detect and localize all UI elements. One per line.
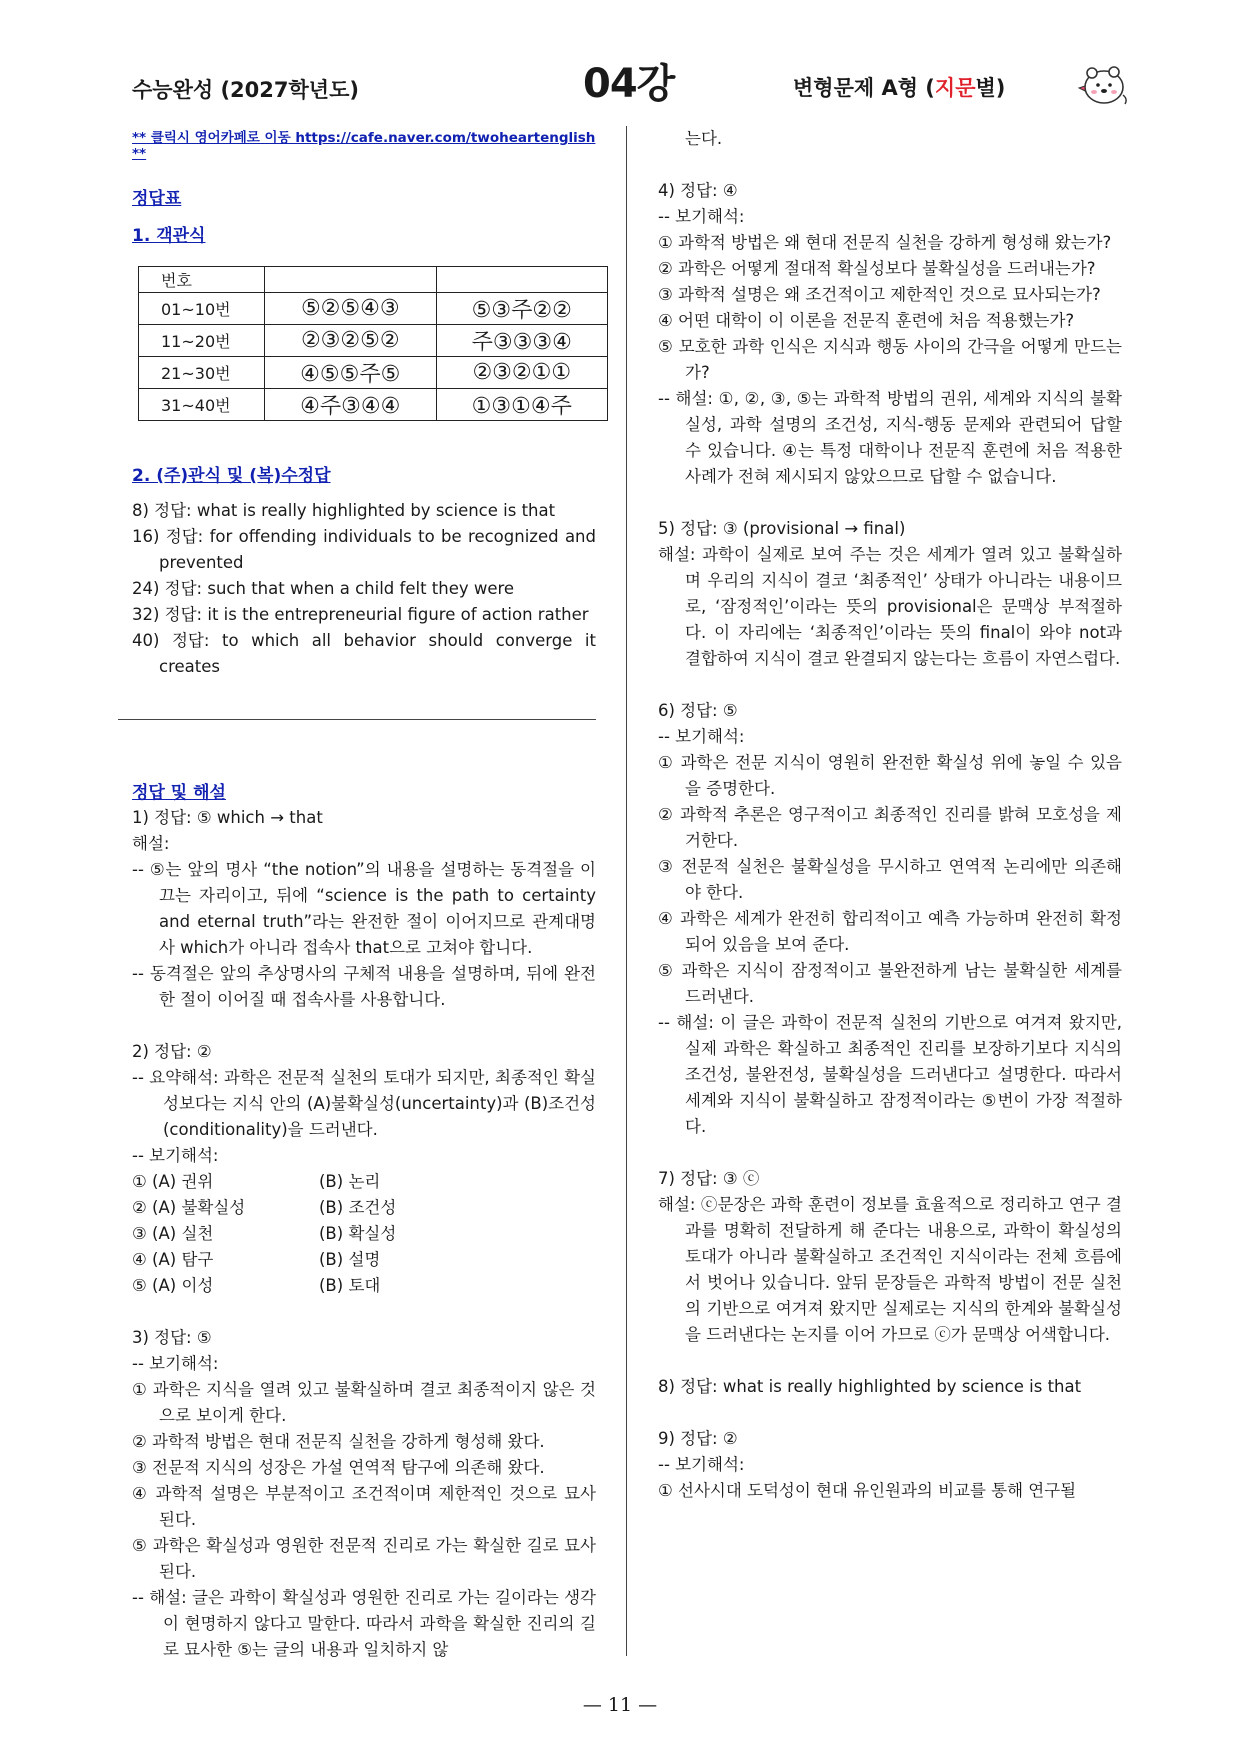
q3-option: ② 과학적 방법은 현대 전문직 실천을 강하게 형성해 왔다. bbox=[132, 1432, 545, 1451]
q2-option: ④ (A) 탐구 (B) 설명 bbox=[132, 1250, 381, 1269]
subjective-section-title: 2. (주)관식 및 (복)수정답 bbox=[132, 466, 331, 486]
q6-option: ④ 과학은 세계가 완전히 합리적이고 예측 가능하며 완전히 확정되어 있음을 보여 준다. bbox=[658, 909, 1122, 954]
left-column bbox=[132, 126, 596, 1663]
q6-answer: 6) 정답: ⑤ bbox=[658, 701, 738, 720]
explanations-title: 정답 및 해설 bbox=[132, 783, 226, 803]
q1-explain: -- ⑤는 앞의 명사 “the notion”의 내용을 설명하는 동격절을 이끄는 자리이고, 뒤에 “science is the path to certainty and eternal truth”라는 완전한 절이 이어지므로 관계대명사 which가 아니라 접속사 that으로 고쳐야 합니다. bbox=[132, 860, 596, 957]
subjective-answer: 16) 정답: for offending individuals to be recognized and prevented bbox=[132, 527, 596, 572]
bear-mascot-icon bbox=[1076, 62, 1130, 108]
answer-table-title: 정답표 bbox=[132, 189, 182, 209]
q3-explain: -- 해설: 글은 과학이 확실성과 영원한 진리로 가는 길이라는 생각이 현명하지 않다고 말한다. 따라서 과학을 확실한 진리의 길로 묘사한 ⑤는 글의 내용과 일치하지 않 bbox=[132, 1588, 596, 1659]
q5-answer: 5) 정답: ③ (provisional → final) bbox=[658, 519, 906, 538]
right-column bbox=[658, 126, 1122, 1504]
q4-option: ① 과학적 방법은 왜 현대 전문직 실천을 강하게 형성해 왔는가? bbox=[658, 233, 1112, 252]
q6-option: ⑤ 과학은 지식이 잠정적이고 불완전하게 남는 불확실한 세계를 드러낸다. bbox=[658, 961, 1122, 1006]
cafe-link[interactable]: ** 클릭시 영어카페로 이동 https://cafe.naver.com/twoheartenglish ** bbox=[132, 130, 596, 162]
table-row: 21~30번 ④⑤⑤주⑤ ②③②①① bbox=[139, 357, 608, 389]
table-row: 11~20번 ②③②⑤② 주③③③④ bbox=[139, 325, 608, 357]
q2-options-label: -- 보기해석: bbox=[132, 1146, 219, 1165]
q6-option: ③ 전문적 실천은 불확실성을 무시하고 연역적 논리에만 의존해야 한다. bbox=[658, 857, 1122, 902]
q1-answer: 1) 정답: ⑤ which → that bbox=[132, 808, 323, 827]
page-number: — 11 — bbox=[582, 1694, 658, 1716]
q4-option: ④ 어떤 대학이 이 이론을 전문직 훈련에 처음 적용했는가? bbox=[658, 311, 1075, 330]
subjective-answer: 40) 정답: to which all behavior should converge it creates bbox=[132, 631, 596, 676]
q6-option: ① 과학은 전문 지식이 영원히 완전한 확실성 위에 놓일 수 있음을 증명한다. bbox=[658, 753, 1122, 798]
q3-option: ④ 과학적 설명은 부분적이고 조건적이며 제한적인 것으로 묘사된다. bbox=[132, 1484, 596, 1529]
q3-option: ⑤ 과학은 확실성과 영원한 전문적 진리로 가는 확실한 길로 묘사된다. bbox=[132, 1536, 596, 1581]
q2-option: ③ (A) 실천 (B) 확실성 bbox=[132, 1224, 397, 1243]
q9-option: ① 선사시대 도덕성이 현대 유인원과의 비교를 통해 연구될 bbox=[658, 1481, 1077, 1500]
page-header bbox=[128, 52, 1128, 112]
q9-options-label: -- 보기해석: bbox=[658, 1455, 745, 1474]
table-row: 01~10번 ⑤②⑤④③ ⑤③주②② bbox=[139, 293, 608, 325]
q2-option: ① (A) 권위 (B) 논리 bbox=[132, 1172, 381, 1191]
q2-summary: -- 요약해석: 과학은 전문적 실천의 토대가 되지만, 최종적인 확실성보다는 지식 안의 (A)불확실성(uncertainty)과 (B)조건성(conditionality)을 드러낸다. bbox=[132, 1068, 596, 1139]
column-divider bbox=[626, 126, 627, 1656]
table-row: 31~40번 ④주③④④ ①③①④주 bbox=[139, 389, 608, 421]
q4-explain: -- 해설: ①, ②, ③, ⑤는 과학적 방법의 권위, 세계와 지식의 불확실성, 과학 설명의 조건성, 지식-행동 문제와 관련되어 답할 수 있습니다. ④는 특정 대학이나 전문직 훈련에 처음 적용한 사례가 전혀 제시되지 않았으므로 답할 수 없습니다. bbox=[658, 389, 1122, 486]
q6-explain: -- 해설: 이 글은 과학이 전문적 실천의 기반으로 여겨져 왔지만, 실제 과학은 확실하고 최종적인 진리를 보장하기보다 지식의 조건성, 불완전성, 불확실성을 드러낸다고 설명한다. 따라서 세계와 지식이 불확실하고 잠정적이라는 ⑤번이 가장 적절하다. bbox=[658, 1013, 1122, 1136]
q4-option: ⑤ 모호한 과학 인식은 지식과 행동 사이의 간극을 어떻게 만드는가? bbox=[658, 337, 1122, 382]
q1-label: 해설: bbox=[132, 834, 170, 853]
worksheet-type: 변형문제 A형 (지문별) bbox=[793, 76, 1006, 100]
q7-explain: 해설: ⓒ문장은 과학 훈련이 정보를 효율적으로 정리하고 연구 결과를 명확히 전달하게 해 준다는 내용으로, 과학이 확실성의 토대가 아니라 불확실하고 조건적인 지식이라는 전체 흐름에서 벗어나 있습니다. 앞뒤 문장들은 과학적 방법이 전문 실천의 기반으로 여겨져 왔지만 실제로는 지식의 한계와 불확실성을 드러낸다는 논지를 이어 가므로 ⓒ가 문맥상 어색합니다. bbox=[658, 1195, 1122, 1344]
q2-answer: 2) 정답: ② bbox=[132, 1042, 212, 1061]
book-title: 수능완성 (2027학년도) bbox=[132, 78, 359, 102]
q1-explain: -- 동격절은 앞의 추상명사의 구체적 내용을 설명하며, 뒤에 완전한 절이 이어질 때 접속사를 사용합니다. bbox=[132, 964, 596, 1009]
q5-explain: 해설: 과학이 실제로 보여 주는 것은 세계가 열려 있고 불확실하며 우리의 지식이 결코 ‘최종적인’ 상태가 아니라는 내용이므로, ‘잠정적인’이라는 뜻의 provisional은 문맥상 부적절하다. 이 자리에는 ‘최종적인’이라는 뜻의 final이 와야 not과 결합하여 지식이 결코 완결되지 않는다는 흐름이 자연스럽다. bbox=[658, 545, 1122, 668]
objective-section-title: 1. 객관식 bbox=[132, 226, 206, 246]
q3-option: ① 과학은 지식을 열려 있고 불확실하며 결코 최종적이지 않은 것으로 보이게 한다. bbox=[132, 1380, 596, 1425]
q8-answer: 8) 정답: what is really highlighted by science is that bbox=[658, 1377, 1082, 1396]
q9-answer: 9) 정답: ② bbox=[658, 1429, 738, 1448]
q7-answer: 7) 정답: ③ ⓒ bbox=[658, 1169, 760, 1188]
table-header-cell: 번호 bbox=[139, 267, 265, 293]
subjective-answer: 8) 정답: what is really highlighted by science is that bbox=[132, 501, 556, 520]
q2-option: ② (A) 불확실성 (B) 조건성 bbox=[132, 1198, 397, 1217]
q3-answer: 3) 정답: ⑤ bbox=[132, 1328, 212, 1347]
lesson-number: 04강 bbox=[583, 61, 675, 107]
q4-answer: 4) 정답: ④ bbox=[658, 181, 738, 200]
subjective-answer: 24) 정답: such that when a child felt they were bbox=[132, 579, 515, 598]
table-header-row bbox=[139, 267, 608, 293]
q4-option: ③ 과학적 설명은 왜 조건적이고 제한적인 것으로 묘사되는가? bbox=[658, 285, 1101, 304]
q4-option: ② 과학은 어떻게 절대적 확실성보다 불확실성을 드러내는가? bbox=[658, 259, 1096, 278]
q4-options-label: -- 보기해석: bbox=[658, 207, 745, 226]
q3-options-label: -- 보기해석: bbox=[132, 1354, 219, 1373]
q6-options-label: -- 보기해석: bbox=[658, 727, 745, 746]
subjective-answer: 32) 정답: it is the entrepreneurial figure of action rather bbox=[132, 605, 589, 624]
q2-option: ⑤ (A) 이성 (B) 토대 bbox=[132, 1276, 381, 1295]
answer-table bbox=[138, 266, 608, 421]
continued-text: 는다. bbox=[685, 129, 723, 148]
q6-option: ② 과학적 추론은 영구적이고 최종적인 진리를 밝혀 모호성을 제거한다. bbox=[658, 805, 1122, 850]
q3-option: ③ 전문적 지식의 성장은 가설 연역적 탐구에 의존해 왔다. bbox=[132, 1458, 545, 1477]
